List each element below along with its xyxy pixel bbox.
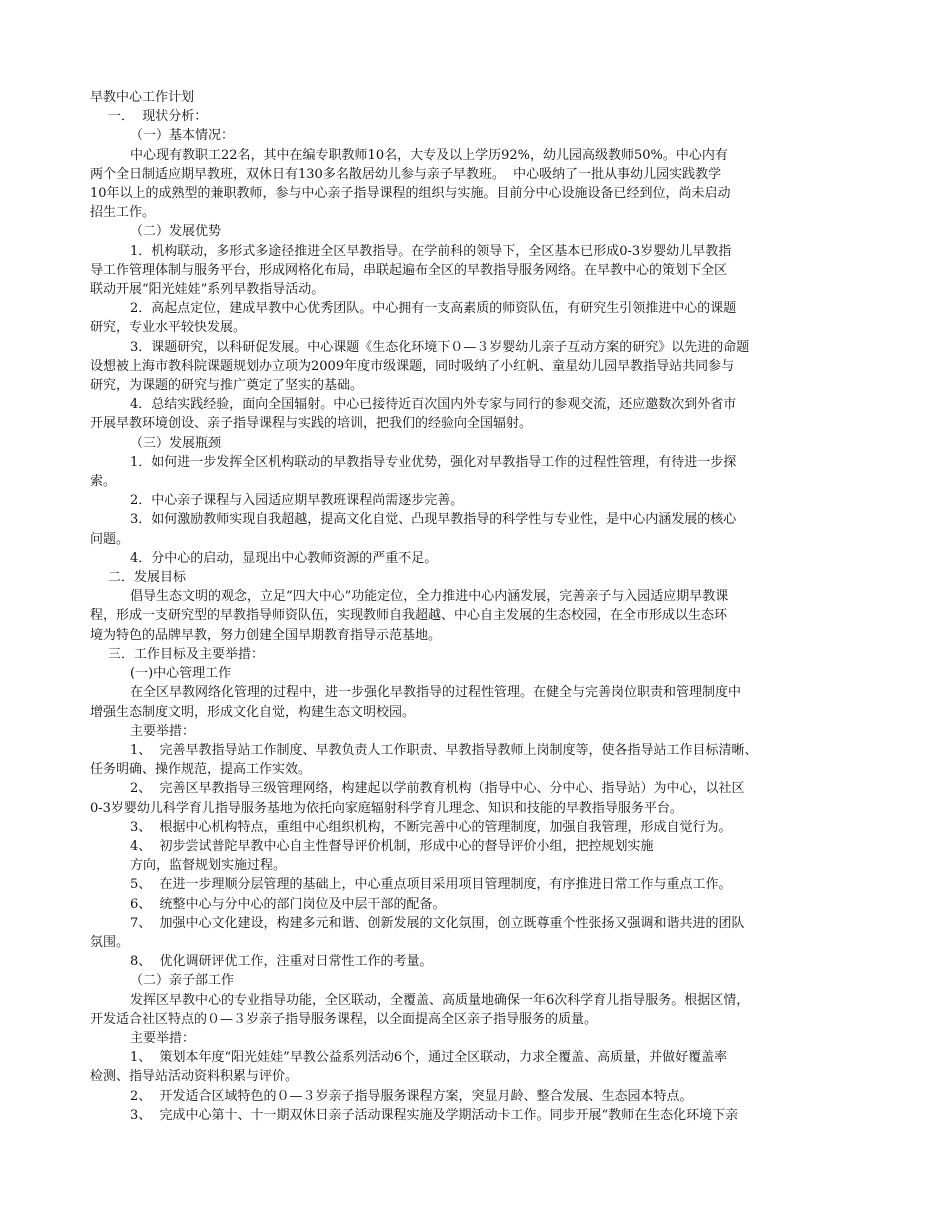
text-line: 方向，监督规划实施过程。 [130, 858, 287, 874]
text-line: 增强生态制度文明，形成文化自觉，构建生态文明校园。 [90, 704, 416, 720]
text-line: 主要举措： [130, 1030, 196, 1046]
text-line: 境为特色的品牌早教，努力创建全国早期教育指导示范基地。 [90, 627, 442, 643]
text-line: （二）亲子部工作 [130, 973, 235, 989]
text-line: 3、 完成中心第十、十一期双休日亲子活动课程实施及学期活动卡工作。同步开展“教师在生态化环境下亲 [130, 1107, 739, 1123]
text-line: (一)中心管理工作 [130, 666, 232, 682]
text-line: 二．发展目标 [108, 570, 187, 586]
text-line: 4．分中心的启动，显现出中心教师资源的严重不足。 [130, 550, 438, 566]
text-line: 中心现有教职工22名，其中在编专职教师10名，大专及以上学历92%，幼儿园高级教师50%。中心内有 [130, 147, 728, 163]
text-line: 开发适合社区特点的０—３岁亲子指导服务课程，以全面提高全区亲子指导服务的质量。 [90, 1011, 598, 1027]
text-line: 4．总结实践经验，面向全国辐射。中心已接待近百次国内外专家与同行的参观交流，还应邀数次到外省市 [130, 397, 737, 413]
text-line: 0-3岁婴幼儿科学育儿指导服务基地为依托向家庭辐射科学育儿理念、知识和技能的早教指导服务平台。 [90, 800, 683, 816]
text-line: 2．高起点定位，建成早教中心优秀团队。中心拥有一支高素质的师资队伍，有研究生引领推进中心的课题 [130, 301, 737, 317]
text-line: 倡导生态文明的观念，立足“四大中心”功能定位，全力推进中心内涵发展，完善亲子与入园适应期早教课 [130, 589, 729, 605]
text-line: 导工作管理体制与服务平台，形成网格化布局，串联起遍布全区的早教指导服务网络。在早教中心的策划下全区 [90, 262, 728, 278]
text-line: 2、 开发适合区域特色的０—３岁亲子指导服务课程方案，突显月龄、整合发展、生态园本特点。 [130, 1088, 693, 1104]
text-line: 任务明确、操作规范，提高工作实效。 [90, 762, 312, 778]
text-line: 5、 在进一步理顺分层管理的基础上，中心重点项目采用项目管理制度，有序推进日常工作与重点工作。 [130, 877, 732, 893]
text-line: 发挥区早教中心的专业指导功能，全区联动，全覆盖、高质量地确保一年6次科学育儿指导服务。根据区情， [130, 992, 750, 1008]
text-line: 1、 策划本年度“阳光娃娃”早教公益系列活动6个，通过全区联动，力求全覆盖、高质量，并做好覆盖率 [130, 1050, 728, 1066]
text-line: 联动开展“阳光娃娃”系列早教指导活动。 [90, 282, 325, 298]
text-line: 3、 根据中心机构特点，重组中心组织机构，不断完善中心的管理制度，加强自我管理，形成自觉行为。 [130, 819, 732, 835]
text-line: 1．机构联动，多形式多途径推进全区早教指导。在学前科的领导下，全区基本已形成0-3岁婴幼儿早教指 [130, 243, 732, 259]
text-line: 7、 加强中心文化建设，构建多元和谐、创新发展的文化氛围，创立既尊重个性张扬又强调和谐共进的团队 [130, 915, 745, 931]
text-line: 研究，为课题的研究与推广奠定了坚实的基础。 [90, 378, 364, 394]
text-line: （二）发展优势 [130, 224, 222, 240]
text-line: 两个全日制适应期早教班，双休日有130多名散居幼儿参与亲子早教班。 中心吸纳了一批从事幼儿园实践教学 [90, 166, 722, 182]
text-line: 氛围。 [90, 934, 130, 950]
text-line: 问题。 [90, 531, 130, 547]
text-line: 8、 优化调研评优工作，注重对日常性工作的考量。 [130, 954, 433, 970]
text-line: 3．如何激励教师实现自我超越，提高文化自觉、凸现早教指导的科学性与专业性，是中心内涵发展的核心 [130, 512, 737, 528]
document-body [90, 107, 860, 1125]
text-line: 3．课题研究，以科研促发展。中心课题《生态化环境下０—３岁婴幼儿亲子互动方案的研究》以先进的命题 [130, 339, 750, 355]
text-line: 在全区早教网络化管理的过程中，进一步强化早教指导的过程性管理。在健全与完善岗位职责和管理制度中 [130, 685, 742, 701]
text-line: 检测、指导站活动资料积累与评价。 [90, 1069, 299, 1085]
text-line: 主要举措： [130, 723, 196, 739]
text-line: 2．中心亲子课程与入园适应期早教班课程尚需逐步完善。 [130, 493, 464, 509]
text-line: 2、 完善区早教指导三级管理网络，构建起以学前教育机构（指导中心、分中心、指导站）为中心，以社区 [130, 781, 745, 797]
text-line: 开展早教环境创设、亲子指导课程与实践的培训，把我们的经验向全国辐射。 [90, 416, 533, 432]
text-line: 设想被上海市教科院课题规划办立项为2009年度市级课题，同时吸纳了小红帆、童星幼儿园早教指导站共同参与 [90, 358, 735, 374]
text-line: 4、 初步尝试普陀早教中心自主性督导评价机制，形成中心的督导评价小组，把控规划实施 [130, 838, 654, 854]
document-page [90, 88, 860, 1125]
text-line: 研究，专业水平较快发展。 [90, 320, 247, 336]
text-line: 一． 现状分析： [108, 109, 208, 125]
text-line: 6、 统整中心与分中心的部门岗位及中层干部的配备。 [130, 896, 446, 912]
text-line: 1．如何进一步发挥全区机构联动的早教指导专业优势，强化对早教指导工作的过程性管理，有待进一步探 [130, 454, 737, 470]
text-line: 三．工作目标及主要举措： [108, 646, 265, 662]
text-line: （一）基本情况： [130, 128, 235, 144]
text-line: 程，形成一支研究型的早教指导师资队伍，实现教师自我超越、中心自主发展的生态校园，在全市形成以生态环 [90, 608, 728, 624]
text-line: 招生工作。 [90, 205, 156, 221]
text-line: 1、 完善早教指导站工作制度、早教负责人工作职责、早教指导教师上岗制度等，使各指导站工作目标清晰、 [130, 742, 758, 758]
document-title: 早教中心工作计划 [90, 90, 195, 105]
text-line: 索。 [90, 474, 117, 490]
text-line: 10年以上的成熟型的兼职教师，参与中心亲子指导课程的组织与实施。目前分中心设施设备已经到位，尚未启动 [90, 186, 731, 202]
text-line: （三）发展瓶颈 [130, 435, 222, 451]
